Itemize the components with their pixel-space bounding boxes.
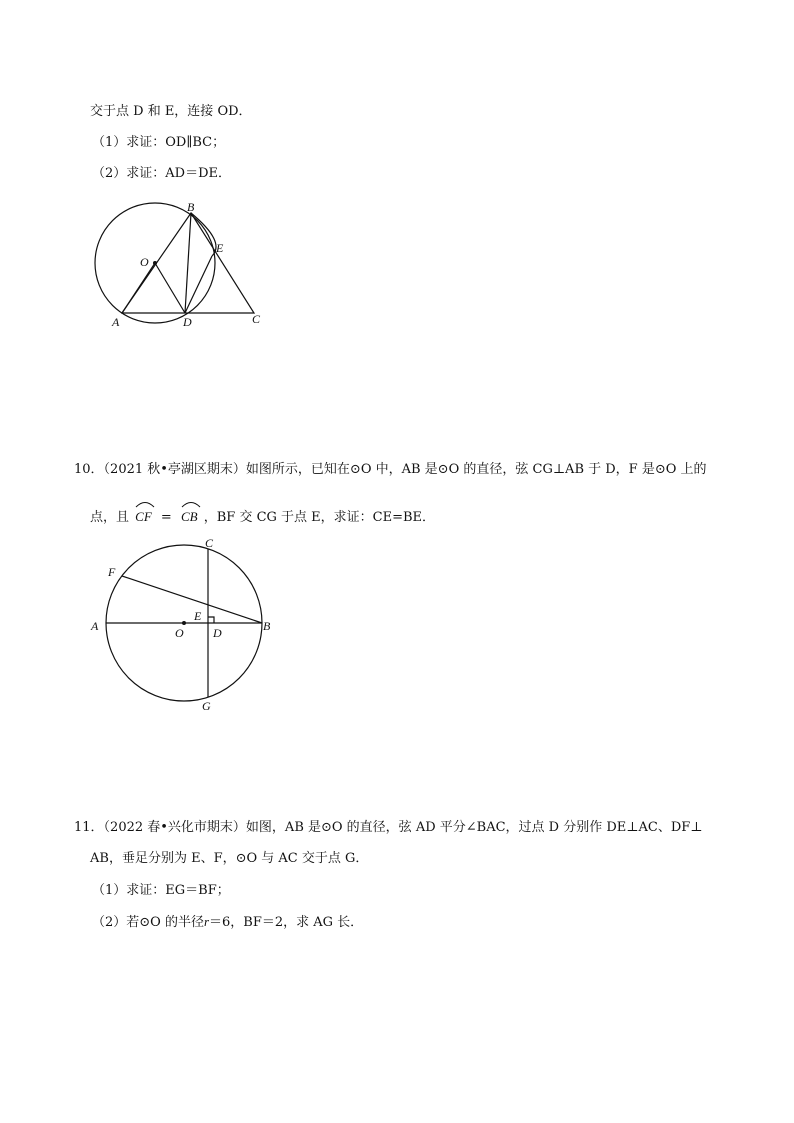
- q10-label-c: C: [205, 536, 214, 550]
- q10-right-angle-mark: [208, 617, 214, 623]
- q10-point-o: [182, 621, 186, 625]
- q11-part2-var: r: [203, 914, 210, 929]
- q11-part2: [92, 914, 363, 931]
- q10-label-e: E: [194, 609, 202, 623]
- q10-label-f: F: [108, 565, 116, 579]
- q9-text-line1: 交于点 D 和 E，连接 OD．: [90, 104, 252, 119]
- q9-label-c: C: [252, 312, 261, 326]
- q10-arc-cf-label: CF: [135, 509, 152, 524]
- q11-part2-post: ＝6，BF＝2，求 AG 长．: [209, 915, 364, 930]
- q9-line-oa: [122, 263, 155, 313]
- q10-arc-cb-mark: [181, 500, 201, 508]
- q10-label-b: B: [263, 619, 271, 633]
- q9-figure: [80, 195, 280, 335]
- q9-label-o: O: [140, 255, 149, 269]
- q9-part1: （1）求证：OD∥BC；: [92, 135, 226, 150]
- q10-text-line2: [90, 509, 435, 526]
- q10-label-o: O: [175, 626, 184, 640]
- q9-point-o: [153, 261, 157, 265]
- q11-part1: （1）求证：EG＝BF；: [92, 883, 230, 898]
- q10-eq: =: [160, 510, 172, 525]
- q10-text-line1: 10．（2021 秋•亭湖区期末）如图所示，已知在⊙O 中，AB 是⊙O 的直径，弦 CG⊥AB 于 D，F 是⊙O 上的: [74, 462, 707, 477]
- q10-arc-cf: [135, 509, 152, 525]
- q10-line2-post: ，BF 交 CG 于点 E，求证：CE=BE．: [203, 510, 436, 525]
- q10-figure: [85, 535, 280, 715]
- q11-text-line1: 11．（2022 春•兴化市期末）如图，AB 是⊙O 的直径，弦 AD 平分∠BAC，过点 D 分别作 DE⊥AC、DF⊥: [74, 820, 703, 835]
- q10-line2-pre: 点，且: [90, 510, 130, 525]
- q10-arc-cb: [181, 509, 198, 525]
- q9-label-b: B: [187, 200, 195, 214]
- q9-line-od: [155, 263, 185, 313]
- q11-part2-pre: （2）若⊙O 的半径: [92, 915, 204, 930]
- q9-label-a: A: [112, 315, 120, 329]
- q10-label-g: G: [202, 699, 211, 713]
- q10-arc-cb-label: CB: [180, 509, 198, 524]
- q11-text-line2: AB，垂足分别为 E、F，⊙O 与 AC 交于点 G．: [90, 851, 369, 866]
- q10-arc-cf-mark: [135, 500, 155, 508]
- q9-part2: （2）求证：AD＝DE．: [92, 166, 231, 181]
- q10-label-a: A: [91, 619, 99, 633]
- q10-line-fb: [122, 576, 262, 623]
- q9-label-d: D: [183, 315, 192, 329]
- q9-label-e: E: [216, 241, 224, 255]
- q10-label-d: D: [213, 626, 222, 640]
- q9-line-bd: [185, 213, 191, 313]
